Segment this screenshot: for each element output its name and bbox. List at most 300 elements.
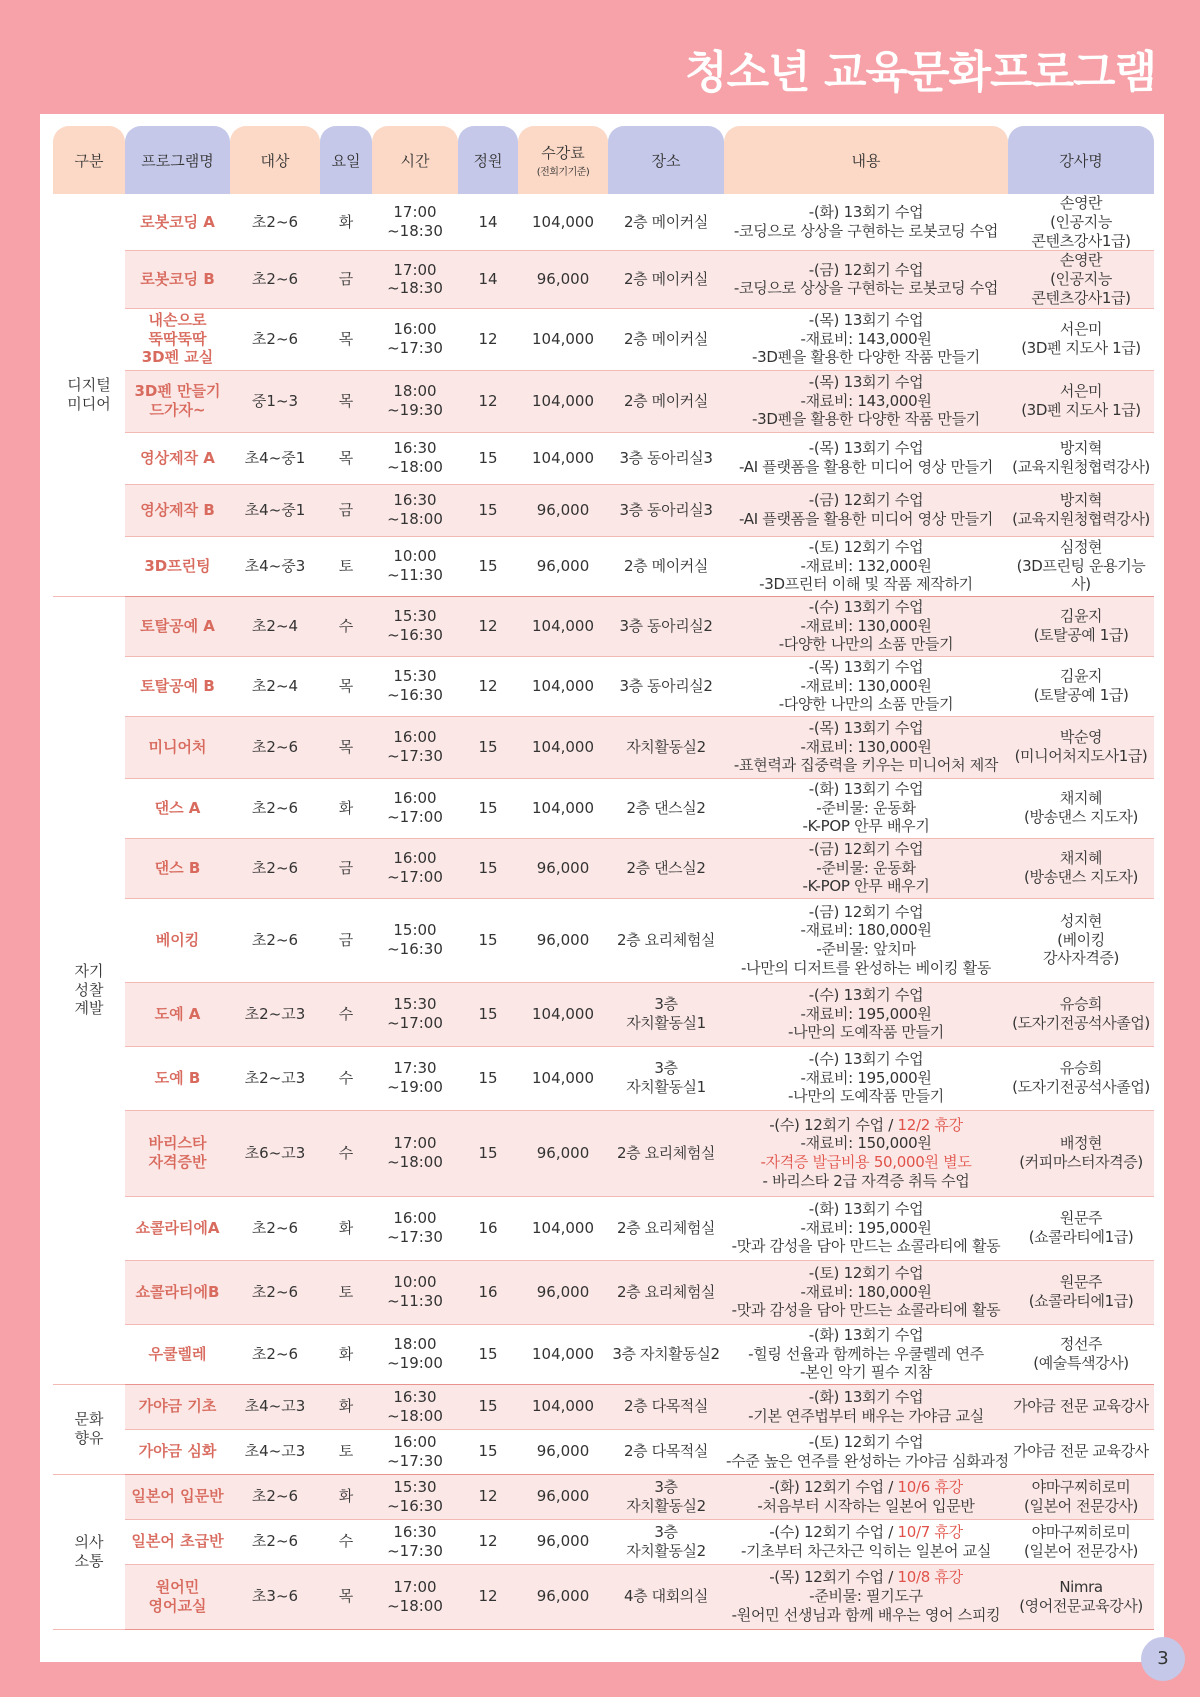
content-line	[726, 658, 1006, 677]
content-line	[726, 1542, 1006, 1561]
table-row	[53, 1430, 1154, 1475]
capacity-cell: 16	[458, 1197, 518, 1261]
content-text: -재료비: 195,000원	[800, 1004, 932, 1023]
content-text: -준비물: 운동화	[816, 798, 916, 817]
content-text: -재료비: 195,000원	[800, 1218, 932, 1237]
day-cell: 금	[320, 485, 372, 537]
content-line	[726, 222, 1006, 241]
content-line	[726, 1219, 1006, 1238]
program-name: 쇼콜라티에A	[125, 1197, 230, 1261]
instructor-cell: 박순영 (미니어처지도사1급)	[1008, 717, 1154, 779]
fee-cell: 104,000	[518, 1325, 608, 1385]
venue-cell: 2층 다목적실	[608, 1430, 724, 1475]
instructor-cell: 김윤지 (토탈공예 1급)	[1008, 657, 1154, 717]
program-name: 베이킹	[125, 899, 230, 983]
fee-cell: 96,000	[518, 1475, 608, 1520]
instructor-cell: 배정현 (커피마스터자격증)	[1008, 1111, 1154, 1197]
time-cell: 16:30 ~18:00	[372, 485, 458, 537]
table-row	[53, 309, 1154, 371]
day-cell: 화	[320, 779, 372, 839]
content-line	[726, 1587, 1006, 1606]
content-line	[726, 439, 1006, 458]
content-text: -(금) 12회기 수업	[808, 491, 924, 510]
fee-cell: 96,000	[518, 1430, 608, 1475]
content-text: -3D프린터 이해 및 작품 제작하기	[759, 575, 973, 594]
day-cell: 수	[320, 1520, 372, 1565]
capacity-cell: 15	[458, 1430, 518, 1475]
capacity-cell: 12	[458, 657, 518, 717]
instructor-cell: 야마구찌히로미 (일본어 전문강사)	[1008, 1475, 1154, 1520]
content-line	[726, 921, 1006, 940]
content-text: -(토) 12회기 수업	[808, 1432, 924, 1451]
capacity-cell: 12	[458, 1520, 518, 1565]
capacity-cell: 15	[458, 839, 518, 899]
program-name: 로봇코딩 A	[125, 194, 230, 251]
content-cell	[724, 597, 1008, 657]
content-text: -3D펜을 활용한 다양한 작품 만들기	[752, 348, 980, 367]
table-row	[53, 485, 1154, 537]
venue-cell: 2층 메이커실	[608, 251, 724, 308]
time-cell: 16:00 ~17:30	[372, 717, 458, 779]
content-text: -(목) 13회기 수업	[808, 439, 924, 458]
content-line	[726, 817, 1006, 836]
capacity-cell: 15	[458, 1111, 518, 1197]
day-cell: 목	[320, 657, 372, 717]
header-fee-sub: (전회기기준)	[536, 167, 590, 178]
target-cell: 초6~고3	[230, 1111, 320, 1197]
instructor-cell: 서은미 (3D펜 지도사 1급)	[1008, 309, 1154, 371]
content-cell	[724, 899, 1008, 983]
program-name: 토탈공예 B	[125, 657, 230, 717]
instructor-cell: 방지혁 (교육지원청협력강사)	[1008, 485, 1154, 537]
content-text: -(금) 12회기 수업	[808, 902, 924, 921]
content-line	[726, 1023, 1006, 1042]
fee-cell: 96,000	[518, 251, 608, 308]
content-text: -준비물: 운동화	[816, 858, 916, 877]
time-cell: 16:30 ~18:00	[372, 433, 458, 485]
program-name: 3D프린팅	[125, 537, 230, 597]
content-text: -처음부터 시작하는 일본어 입문반	[757, 1496, 975, 1515]
content-text: -(화) 13회기 수업	[808, 1387, 924, 1406]
content-text: -맛과 감성을 담아 만드는 쇼콜라티에 활동	[731, 1237, 1001, 1256]
content-text: -AI 플랫폼을 활용한 미디어 영상 만들기	[738, 510, 994, 528]
content-line	[726, 598, 1006, 617]
category-cell: 자기 성찰 계발	[53, 597, 125, 1385]
content-cell	[724, 779, 1008, 839]
header-fee	[518, 126, 608, 194]
content-line	[726, 458, 1006, 477]
header-fee-label: 수강료	[541, 144, 585, 162]
content-text: -(목) 13회기 수업	[808, 372, 924, 391]
instructor-cell: 채지혜 (방송댄스 지도자)	[1008, 839, 1154, 899]
time-cell: 10:00 ~11:30	[372, 537, 458, 597]
content-text: -자격증 발급비용 50,000원 별도	[760, 1153, 972, 1171]
venue-cell: 3층 동아리실2	[608, 597, 724, 657]
instructor-cell: 원문주 (쇼콜라티에1급)	[1008, 1261, 1154, 1325]
content-line	[726, 1301, 1006, 1320]
holiday-note: 10/6 휴강	[897, 1477, 963, 1496]
fee-cell: 104,000	[518, 597, 608, 657]
content-cell	[724, 839, 1008, 899]
content-line	[726, 1087, 1006, 1106]
content-cell	[724, 371, 1008, 433]
time-cell: 17:00 ~18:30	[372, 194, 458, 251]
venue-cell: 4층 대회의실	[608, 1565, 724, 1630]
venue-cell: 2층 요리체험실	[608, 1197, 724, 1261]
venue-cell: 3층 자치활동실2	[608, 1325, 724, 1385]
content-line	[726, 261, 1006, 280]
target-cell: 초4~중3	[230, 537, 320, 597]
content-line	[726, 738, 1006, 757]
venue-cell: 3층 자치활동실2	[608, 1520, 724, 1565]
content-line	[726, 1005, 1006, 1024]
program-name: 미니어처	[125, 717, 230, 779]
content-text: -맛과 감성을 담아 만드는 쇼콜라티에 활동	[731, 1301, 1001, 1320]
content-cell	[724, 1520, 1008, 1565]
header-time: 시간	[372, 126, 458, 194]
day-cell: 화	[320, 1197, 372, 1261]
program-name: 영상제작 B	[125, 485, 230, 537]
content-text: -(목) 12회기 수업 /	[769, 1568, 898, 1587]
page-number: 3	[1141, 1637, 1185, 1681]
venue-cell: 3층 동아리실3	[608, 433, 724, 485]
schedule-panel	[40, 114, 1164, 1662]
content-line	[726, 1606, 1006, 1625]
content-text: -재료비: 130,000원	[800, 616, 932, 635]
instructor-cell: 채지혜 (방송댄스 지도자)	[1008, 779, 1154, 839]
content-text: -준비물: 앞치마	[816, 940, 916, 958]
content-line	[726, 1116, 1006, 1135]
fee-cell: 96,000	[518, 1565, 608, 1630]
table-row	[53, 1111, 1154, 1197]
program-name: 도예 B	[125, 1047, 230, 1111]
content-text: -K-POP 안무 배우기	[802, 877, 930, 896]
content-line	[726, 799, 1006, 818]
target-cell: 초2~6	[230, 1197, 320, 1261]
fee-cell: 104,000	[518, 983, 608, 1047]
instructor-cell: 서은미 (3D펜 지도사 1급)	[1008, 371, 1154, 433]
venue-cell: 3층 동아리실2	[608, 657, 724, 717]
capacity-cell: 12	[458, 1565, 518, 1630]
content-line	[726, 311, 1006, 330]
content-cell	[724, 1111, 1008, 1197]
content-line	[726, 1433, 1006, 1452]
table-row	[53, 433, 1154, 485]
instructor-cell: 원문주 (쇼콜라티에1급)	[1008, 1197, 1154, 1261]
content-cell	[724, 1325, 1008, 1385]
table-row	[53, 657, 1154, 717]
content-line	[726, 279, 1006, 298]
content-line	[726, 719, 1006, 738]
fee-cell: 104,000	[518, 1047, 608, 1111]
content-text: -(토) 12회기 수업	[808, 537, 924, 556]
page-title: 청소년 교육문화프로그램	[685, 47, 1156, 98]
content-text: -K-POP 안무 배우기	[802, 817, 930, 836]
content-text: -재료비: 132,000원	[800, 556, 932, 575]
instructor-cell: 정선주 (예술특색강사)	[1008, 1325, 1154, 1385]
fee-cell: 104,000	[518, 1385, 608, 1430]
content-text: -(화) 13회기 수업	[808, 203, 924, 222]
content-text: -(목) 13회기 수업	[808, 657, 924, 676]
table-row	[53, 1520, 1154, 1565]
content-text: -(목) 13회기 수업	[808, 310, 924, 329]
program-name: 로봇코딩 B	[125, 251, 230, 308]
content-text: -재료비: 195,000원	[800, 1068, 932, 1087]
content-line	[726, 940, 1006, 959]
content-text: -3D펜을 활용한 다양한 작품 만들기	[752, 410, 980, 429]
content-text: -나만의 도예작품 만들기	[788, 1023, 944, 1042]
fee-cell: 104,000	[518, 1197, 608, 1261]
content-line	[726, 1568, 1006, 1587]
venue-cell: 2층 메이커실	[608, 194, 724, 251]
time-cell: 18:00 ~19:30	[372, 371, 458, 433]
category-cell: 문화 향유	[53, 1385, 125, 1475]
table-row	[53, 1261, 1154, 1325]
category-cell: 의사 소통	[53, 1475, 125, 1630]
content-cell	[724, 485, 1008, 537]
venue-cell: 2층 요리체험실	[608, 1261, 724, 1325]
instructor-cell: 방지혁 (교육지원청협력강사)	[1008, 433, 1154, 485]
content-line	[726, 756, 1006, 775]
target-cell: 초2~6	[230, 779, 320, 839]
header-target: 대상	[230, 126, 320, 194]
venue-cell: 2층 다목적실	[608, 1385, 724, 1430]
capacity-cell: 14	[458, 194, 518, 251]
day-cell: 목	[320, 717, 372, 779]
target-cell: 초4~고3	[230, 1430, 320, 1475]
content-text: -(금) 12회기 수업	[808, 839, 924, 858]
holiday-note: 10/7 휴강	[897, 1522, 963, 1541]
target-cell: 초2~고3	[230, 1047, 320, 1111]
day-cell: 화	[320, 194, 372, 251]
content-line	[726, 1153, 1006, 1172]
content-line	[726, 410, 1006, 429]
content-text: -기본 연주법부터 배우는 가야금 교실	[748, 1406, 984, 1425]
content-line	[726, 877, 1006, 896]
day-cell: 수	[320, 1047, 372, 1111]
content-line	[726, 1497, 1006, 1516]
content-text: -다양한 나만의 소품 만들기	[778, 635, 954, 654]
target-cell: 초3~6	[230, 1565, 320, 1630]
content-cell	[724, 983, 1008, 1047]
time-cell: 17:00 ~18:30	[372, 251, 458, 308]
fee-cell: 104,000	[518, 309, 608, 371]
table-row	[53, 983, 1154, 1047]
content-line	[726, 677, 1006, 696]
fee-cell: 96,000	[518, 485, 608, 537]
content-text: -(화) 13회기 수업	[808, 779, 924, 798]
content-line	[726, 840, 1006, 859]
fee-cell: 104,000	[518, 717, 608, 779]
day-cell: 목	[320, 371, 372, 433]
holiday-note: 10/8 휴강	[897, 1568, 963, 1587]
content-line	[726, 203, 1006, 222]
instructor-cell: 야마구찌히로미 (일본어 전문강사)	[1008, 1520, 1154, 1565]
day-cell: 목	[320, 309, 372, 371]
time-cell: 17:30 ~19:00	[372, 1047, 458, 1111]
time-cell: 16:30 ~18:00	[372, 1385, 458, 1430]
program-name: 댄스 A	[125, 779, 230, 839]
content-line	[726, 1407, 1006, 1426]
content-line	[726, 392, 1006, 411]
program-name: 토탈공예 A	[125, 597, 230, 657]
target-cell: 초2~4	[230, 657, 320, 717]
table-row	[53, 194, 1154, 251]
content-line	[726, 1345, 1006, 1364]
target-cell: 초2~6	[230, 251, 320, 308]
content-cell	[724, 1197, 1008, 1261]
content-text: -(수) 13회기 수업	[808, 597, 924, 616]
fee-cell: 104,000	[518, 779, 608, 839]
content-cell	[724, 251, 1008, 308]
table-row	[53, 1047, 1154, 1111]
content-line	[726, 1326, 1006, 1345]
content-text: -재료비: 130,000원	[800, 676, 932, 695]
content-text: -원어민 선생님과 함께 배우는 영어 스피킹	[731, 1605, 1001, 1624]
content-cell	[724, 657, 1008, 717]
content-cell	[724, 194, 1008, 251]
instructor-cell: 유승희 (도자기전공석사졸업)	[1008, 983, 1154, 1047]
capacity-cell: 15	[458, 537, 518, 597]
content-text: - 바리스타 2급 자격증 취득 수업	[762, 1171, 970, 1190]
header-row	[53, 126, 1154, 194]
program-name: 댄스 B	[125, 839, 230, 899]
content-cell	[724, 1430, 1008, 1475]
content-line	[726, 780, 1006, 799]
content-text: -나만의 도예작품 만들기	[788, 1087, 944, 1106]
content-line	[726, 903, 1006, 922]
target-cell: 초2~6	[230, 1520, 320, 1565]
content-text: -기초부터 차근차근 익히는 일본어 교실	[740, 1541, 992, 1560]
content-text: -(화) 13회기 수업	[808, 1199, 924, 1218]
venue-cell: 2층 메이커실	[608, 309, 724, 371]
content-text: -나만의 디저트를 완성하는 베이킹 활동	[740, 958, 992, 977]
content-line	[726, 617, 1006, 636]
day-cell: 토	[320, 537, 372, 597]
day-cell: 수	[320, 1111, 372, 1197]
content-line	[726, 1478, 1006, 1497]
table-row	[53, 251, 1154, 308]
table-row	[53, 899, 1154, 983]
table-row	[53, 597, 1154, 657]
venue-cell: 2층 댄스실2	[608, 779, 724, 839]
content-line	[726, 1200, 1006, 1219]
content-text: -재료비: 150,000원	[800, 1134, 932, 1153]
fee-cell: 104,000	[518, 194, 608, 251]
content-line	[726, 575, 1006, 594]
program-name: 바리스타 자격증반	[125, 1111, 230, 1197]
program-name: 일본어 초급반	[125, 1520, 230, 1565]
header-venue: 장소	[608, 126, 724, 194]
time-cell: 15:30 ~16:30	[372, 597, 458, 657]
instructor-cell: Nimra (영어전문교육강사)	[1008, 1565, 1154, 1630]
capacity-cell: 15	[458, 433, 518, 485]
venue-cell: 2층 댄스실2	[608, 839, 724, 899]
content-line	[726, 330, 1006, 349]
content-text: -코딩으로 상상을 구현하는 로봇코딩 수업	[733, 222, 999, 241]
time-cell: 16:00 ~17:30	[372, 309, 458, 371]
instructor-cell: 가야금 전문 교육강사	[1008, 1430, 1154, 1475]
day-cell: 금	[320, 251, 372, 308]
target-cell: 초2~6	[230, 839, 320, 899]
time-cell: 16:30 ~17:30	[372, 1520, 458, 1565]
content-text: -수준 높은 연주를 완성하는 가야금 심화과정	[726, 1451, 1009, 1470]
header-program: 프로그램명	[125, 126, 230, 194]
content-line	[726, 635, 1006, 654]
content-line	[726, 1237, 1006, 1256]
content-cell	[724, 1261, 1008, 1325]
fee-cell: 96,000	[518, 899, 608, 983]
fee-cell: 96,000	[518, 839, 608, 899]
target-cell: 초2~4	[230, 597, 320, 657]
program-name: 쇼콜라티에B	[125, 1261, 230, 1325]
capacity-cell: 12	[458, 597, 518, 657]
target-cell: 중1~3	[230, 371, 320, 433]
content-text: -(화) 12회기 수업 /	[769, 1477, 898, 1496]
fee-cell: 96,000	[518, 1520, 608, 1565]
content-text: -재료비: 130,000원	[800, 737, 932, 756]
table-row	[53, 371, 1154, 433]
capacity-cell: 14	[458, 251, 518, 308]
time-cell: 15:30 ~17:00	[372, 983, 458, 1047]
content-line	[726, 1134, 1006, 1153]
table-row	[53, 1325, 1154, 1385]
content-text: -다양한 나만의 소품 만들기	[778, 695, 954, 714]
table-row	[53, 1385, 1154, 1430]
content-line	[726, 1451, 1009, 1471]
fee-cell: 104,000	[518, 371, 608, 433]
content-line	[726, 1363, 1006, 1382]
fee-cell: 96,000	[518, 1111, 608, 1197]
instructor-cell: 심정현 (3D프린팅 운용기능사)	[1008, 537, 1154, 597]
category-cell: 디지털 미디어	[53, 194, 125, 597]
program-name: 원어민 영어교실	[125, 1565, 230, 1630]
content-text: -힐링 선율과 함께하는 우쿨렐레 연주	[748, 1344, 984, 1363]
day-cell: 목	[320, 1565, 372, 1630]
table-row	[53, 717, 1154, 779]
time-cell: 16:00 ~17:00	[372, 779, 458, 839]
time-cell: 15:30 ~16:30	[372, 657, 458, 717]
venue-cell: 2층 요리체험실	[608, 1111, 724, 1197]
fee-cell: 104,000	[518, 657, 608, 717]
content-line	[726, 1388, 1006, 1407]
program-name: 우쿨렐레	[125, 1325, 230, 1385]
venue-cell: 3층 자치활동실1	[608, 983, 724, 1047]
target-cell: 초2~고3	[230, 983, 320, 1047]
content-line	[726, 859, 1006, 878]
instructor-cell: 손영란 (인공지능 콘텐츠강사1급)	[1008, 194, 1154, 251]
target-cell: 초4~고3	[230, 1385, 320, 1430]
day-cell: 토	[320, 1261, 372, 1325]
content-line	[726, 538, 1006, 557]
venue-cell: 2층 요리체험실	[608, 899, 724, 983]
header-instructor: 강사명	[1008, 126, 1154, 194]
content-text: -(금) 12회기 수업	[808, 260, 924, 279]
day-cell: 화	[320, 1385, 372, 1430]
schedule-body	[53, 194, 1154, 1630]
content-text: -코딩으로 상상을 구현하는 로봇코딩 수업	[733, 279, 999, 298]
content-text: -본인 악기 필수 지참	[799, 1363, 933, 1382]
day-cell: 화	[320, 1475, 372, 1520]
content-cell	[724, 537, 1008, 597]
program-name: 영상제작 A	[125, 433, 230, 485]
content-text: -(수) 13회기 수업	[808, 985, 924, 1004]
table-row	[53, 779, 1154, 839]
content-line	[726, 959, 1006, 978]
time-cell: 16:00 ~17:00	[372, 839, 458, 899]
content-cell	[724, 717, 1008, 779]
content-text: -재료비: 143,000원	[800, 391, 932, 410]
